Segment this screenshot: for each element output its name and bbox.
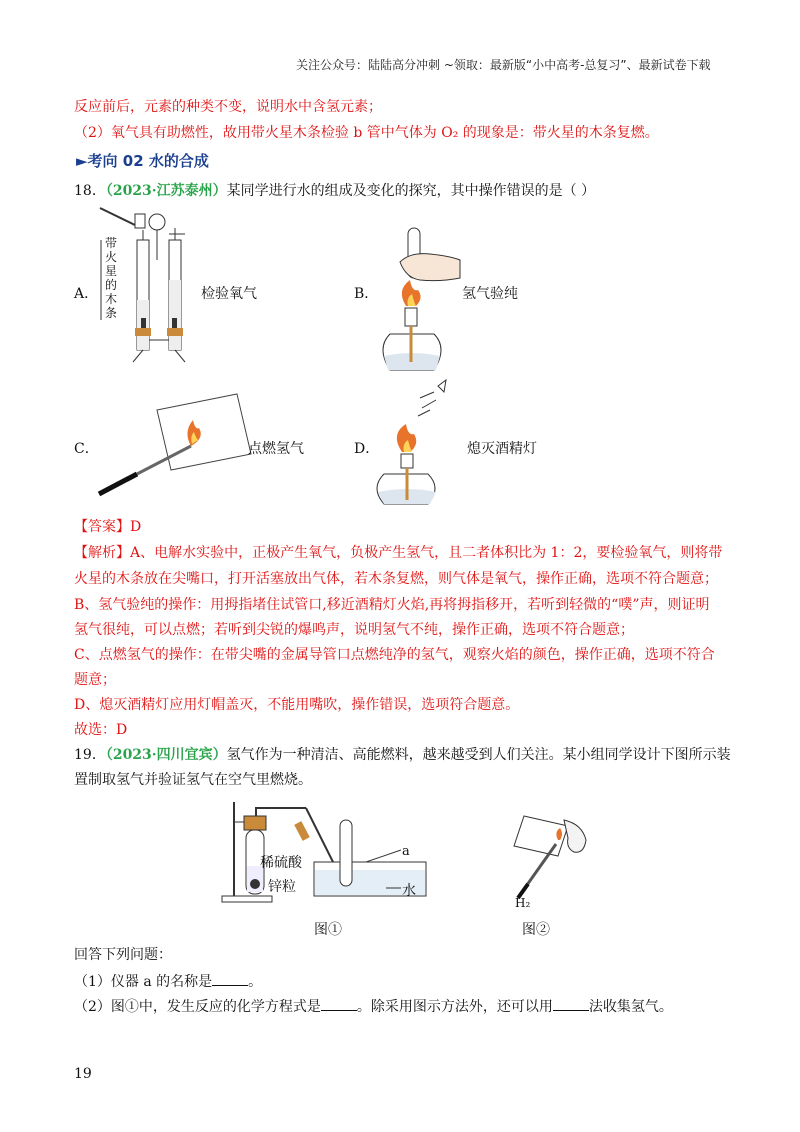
question-number: 18． [74,183,106,199]
sub-question-1 [74,971,262,991]
answer-blank-3[interactable] [553,996,589,1011]
prev-answer-line-2: （2）氧气具有助燃性，故用带火星木条检验 b 管中气体为 O₂ 的现象是：带火星的木条复燃。 [74,125,659,141]
page-header: 关注公众号：陆陆高分冲刺 ~领取：最新版“小中高考-总复习”、最新试卷下载 [296,58,711,72]
blow-out-lamp-figure [370,376,462,506]
option-b-letter: B． [354,286,379,302]
answer-prompt: 回答下列问题： [74,947,172,963]
dilute-sulfuric-acid-label: 稀硫酸 [260,855,302,871]
hydrogen-label: H₂ [515,896,531,910]
prev-answer-line-1: 反应前后，元素的种类不变，说明水中含氢元素； [74,99,382,115]
water-label: 水 [402,883,416,899]
question-text: 某同学进行水的组成及变化的探究，其中操作错误的是（ ） [226,183,596,199]
section-title: 考向 02 水的合成 [87,152,209,170]
answer-blank-2[interactable] [321,996,357,1011]
question-source: （2023·四川宜宾） [105,747,227,763]
question-19-stem [74,746,731,764]
analysis-line-6: 题意； [74,672,116,688]
option-c-letter: C． [74,441,99,457]
answer-blank-1[interactable] [212,971,248,986]
option-a-letter: A． [74,286,99,302]
analysis-line-3: B、氢气验纯的操作：用拇指堵住试管口,移近酒精灯火焰,再将拇指移开，若听到轻微的“噗”声，则证明 [74,597,710,613]
sub-question-2 [74,996,673,1016]
analysis-line-8: 故选：D [74,722,128,738]
analysis-line-1: 【解析】A、电解水实验中，正极产生氧气，负极产生氢气，且二者体积比为 1：2，要检验氧气，则将带 [74,545,723,561]
analysis-line-4: 氢气很纯，可以点燃；若听到尖锐的爆鸣声，说明氢气不纯，操作正确，选项不符合题意； [74,622,634,638]
hydrogen-purity-test-figure [370,222,462,374]
question-number: 19． [74,747,106,763]
glowing-splint-label: 带火星的木条 [105,236,118,320]
instrument-a-label: a [402,844,410,859]
section-marker: ► [76,152,88,170]
sub-question-2-text: （2）图①中，发生反应的化学方程式是 [74,999,321,1015]
option-b-caption: 氢气验纯 [462,286,518,302]
answer: 【答案】D [74,519,142,535]
ignite-hydrogen-figure [95,390,255,502]
question-text: 氢气作为一种清洁、高能燃料，越来越受到人们关注。某小组同学设计下图所示装 [226,747,731,763]
sub-question-1-end: 。 [248,974,263,990]
analysis-line-5: C、点燃氢气的操作：在带尖嘴的金属导管口点燃纯净的氢气，观察火焰的颜色，操作正确，选项不符合 [74,647,715,663]
question-19-stem-line-2: 置制取氢气并验证氢气在空气里燃烧。 [74,772,312,788]
question-source: （2023·江苏泰州） [105,183,227,199]
hydrogen-combustion-figure [504,810,594,902]
figure-1-caption: 图① [314,922,342,938]
sub-question-1-text: （1）仪器 a 的名称是 [74,974,213,990]
sub-question-2-mid: 。除采用图示方法外，还可以用 [356,999,553,1015]
option-a-caption: 检验氧气 [201,286,257,302]
option-c-caption: 点燃氢气 [248,441,304,457]
sub-question-2-end: 法收集氢气。 [588,999,673,1015]
section-heading [76,150,209,171]
question-18-stem [74,182,595,200]
analysis-line-2: 火星的木条放在尖嘴口，打开活塞放出气体，若木条复燃，则气体是氧气，操作正确，选项不符合题意； [74,571,718,587]
option-d-letter: D． [354,441,380,457]
analysis-line-7: D、熄灭酒精灯应用灯帽盖灭，不能用嘴吹，操作错误，选项符合题意。 [74,697,520,713]
zinc-granules-label: 锌粒 [268,879,296,895]
option-d-caption: 熄灭酒精灯 [467,441,537,457]
page-number: 19 [74,1066,92,1082]
figure-2-caption: 图② [522,922,550,938]
